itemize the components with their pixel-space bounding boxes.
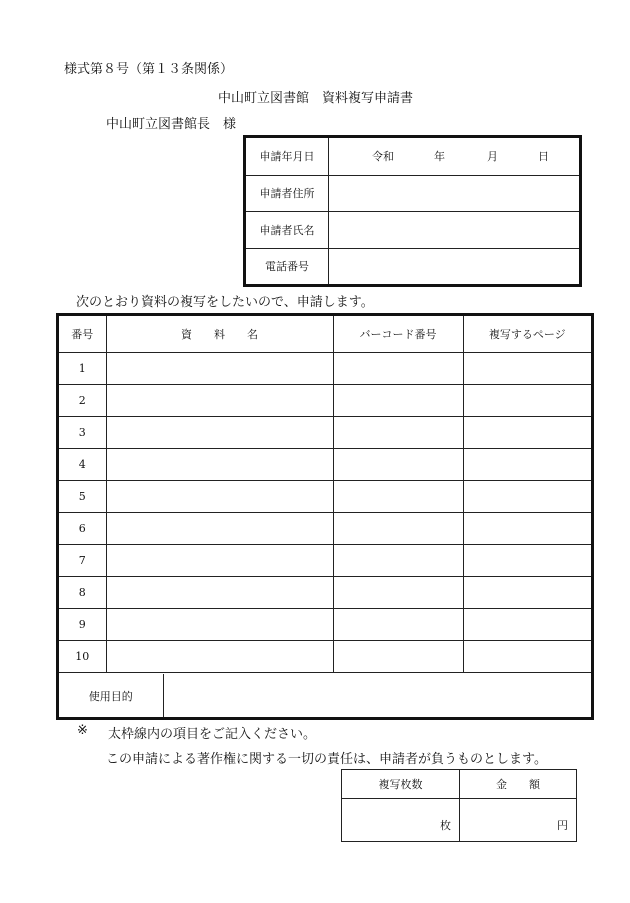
material-name-cell[interactable]	[106, 481, 333, 513]
amount-field[interactable]	[460, 799, 577, 842]
note-mark: ※	[77, 723, 88, 738]
barcode-cell[interactable]	[333, 577, 463, 609]
pages-cell[interactable]	[463, 417, 591, 449]
barcode-cell[interactable]	[333, 609, 463, 641]
applicant-address-field[interactable]	[329, 175, 580, 211]
copyright-notice: この申請による著作権に関する一切の責任は、申請者が負うものとします。	[106, 752, 547, 767]
pages-cell[interactable]	[463, 481, 591, 513]
phone-number-field[interactable]	[329, 248, 580, 284]
row-number: 1	[59, 353, 106, 385]
barcode-cell[interactable]	[333, 513, 463, 545]
barcode-cell[interactable]	[333, 481, 463, 513]
pages-cell[interactable]	[463, 385, 591, 417]
amount-unit: 円	[557, 819, 568, 832]
material-name-cell[interactable]	[106, 577, 333, 609]
form-number: 様式第８号（第１３条関係）	[64, 62, 234, 77]
barcode-cell[interactable]	[333, 353, 463, 385]
applicant-name-label: 申請者氏名	[246, 211, 329, 248]
header-material-name: 資 料 名	[106, 316, 333, 353]
material-name-cell[interactable]	[106, 545, 333, 577]
phone-number-label: 電話番号	[246, 248, 329, 284]
note-text: 太枠線内の項目をご記入ください。	[108, 727, 317, 742]
material-name-cell[interactable]	[106, 417, 333, 449]
purpose-field[interactable]	[163, 674, 591, 717]
barcode-cell[interactable]	[333, 385, 463, 417]
material-name-cell[interactable]	[106, 641, 333, 673]
material-name-cell[interactable]	[106, 609, 333, 641]
intro-text: 次のとおり資料の複写をしたいので、申請します。	[76, 295, 374, 310]
header-pages: 複写するページ	[463, 316, 591, 353]
row-number: 5	[59, 481, 106, 513]
year-label: 年	[434, 150, 445, 164]
pages-cell[interactable]	[463, 609, 591, 641]
application-date-label: 申請年月日	[246, 138, 329, 175]
header-barcode: バーコード番号	[333, 316, 463, 353]
copies-field[interactable]	[342, 799, 460, 842]
amount-label: 金 額	[460, 770, 577, 799]
barcode-cell[interactable]	[333, 449, 463, 481]
row-number: 4	[59, 449, 106, 481]
page-title: 中山町立図書館 資料複写申請書	[218, 91, 414, 106]
day-label: 日	[538, 150, 549, 164]
pages-cell[interactable]	[463, 353, 591, 385]
material-name-cell[interactable]	[106, 353, 333, 385]
barcode-cell[interactable]	[333, 641, 463, 673]
month-label: 月	[487, 150, 498, 164]
row-number: 2	[59, 385, 106, 417]
row-number: 6	[59, 513, 106, 545]
applicant-name-field[interactable]	[329, 211, 580, 248]
copies-label: 複写枚数	[342, 770, 460, 799]
pages-cell[interactable]	[463, 641, 591, 673]
applicant-info-table	[243, 135, 582, 287]
material-name-cell[interactable]	[106, 449, 333, 481]
material-name-cell[interactable]	[106, 513, 333, 545]
pages-cell[interactable]	[463, 513, 591, 545]
row-number: 10	[59, 641, 106, 673]
row-number: 7	[59, 545, 106, 577]
copies-unit: 枚	[440, 819, 451, 832]
addressee: 中山町立図書館長 様	[106, 117, 237, 132]
pages-cell[interactable]	[463, 577, 591, 609]
barcode-cell[interactable]	[333, 545, 463, 577]
purpose-label: 使用目的	[59, 674, 163, 717]
row-number: 8	[59, 577, 106, 609]
material-name-cell[interactable]	[106, 385, 333, 417]
era-label: 令和	[372, 150, 394, 164]
pages-cell[interactable]	[463, 545, 591, 577]
application-date-field[interactable]	[329, 138, 580, 175]
fee-table	[341, 769, 577, 842]
header-number: 番号	[59, 316, 106, 353]
barcode-cell[interactable]	[333, 417, 463, 449]
applicant-address-label: 申請者住所	[246, 175, 329, 211]
row-number: 9	[59, 609, 106, 641]
row-number: 3	[59, 417, 106, 449]
pages-cell[interactable]	[463, 449, 591, 481]
materials-table	[56, 313, 594, 720]
